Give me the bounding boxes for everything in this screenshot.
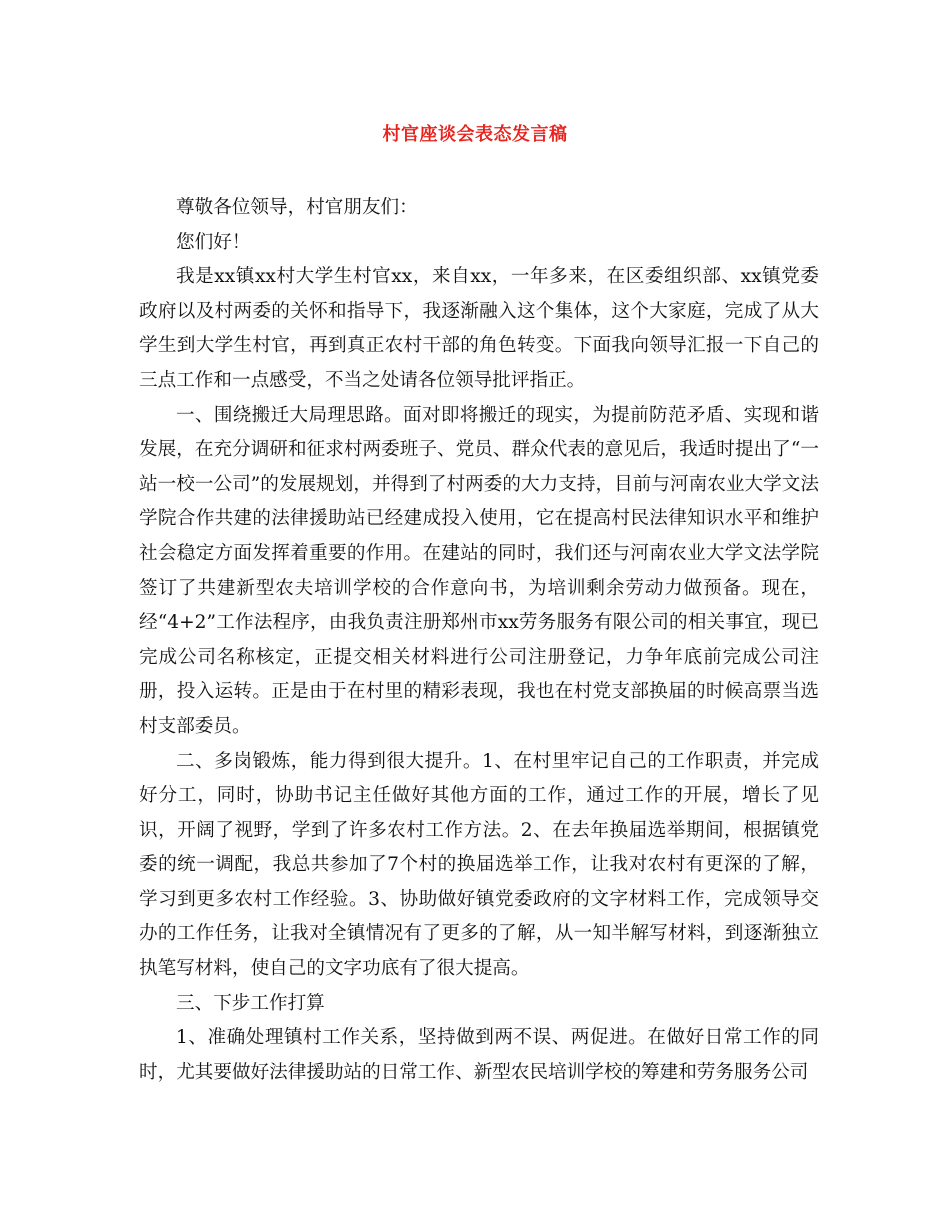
section-one-paragraph: 一、围绕搬迁大局理思路。面对即将搬迁的现实，为提前防范矛盾、实现和谐发展，在充分调研和征求村两委班子、党员、群众代表的意见后，我适时提出了“一站一校一公司”的发展规划，并得到了村两委的大力支持，目前与河南农业大学文法学院合作共建的法律援助站已经建成投入使用，它在提高村民法律知识水平和维护社会稳定方面发挥着重要的作用。在建站的同时，我们还与河南农业大学文法学院签订了共建新型农夫培训学校的合作意向书，为培训剩余劳动力做预备。现在，经“4+2”工作法程序，由我负责注册郑州市xx劳务服务有限公司的相关事宜，现已完成公司名称核定，正提交相关材料进行公司注册登记，力争年底前完成公司注册，投入运转。正是由于在村里的精彩表现，我也在村党支部换届的时候高票当选村支部委员。 [139,404,819,737]
document-body [139,191,819,1090]
section-three-item-one: 1、准确处理镇村工作关系，坚持做到两不误、两促进。在做好日常工作的同时，尤其要做好法律援助站的日常工作、新型农民培训学校的筹建和劳务服务公司 [139,1027,819,1083]
section-two-paragraph: 二、多岗锻炼，能力得到很大提升。1、在村里牢记自己的工作职责，并完成好分工，同时，协助书记主任做好其他方面的工作，通过工作的开展，增长了见识，开阔了视野，学到了许多农村工作方法。2、在去年换届选举期间，根据镇党委的统一调配，我总共参加了7个村的换届选举工作，让我对农村有更深的了解，学习到更多农村工作经验。3、协助做好镇党委政府的文字材料工作，完成领导交办的工作任务，让我对全镇情况有了更多的了解，从一知半解写材料，到逐渐独立执笔写材料，使自己的文字功底有了很大提高。 [139,750,819,980]
section-three-heading: 三、下步工作打算 [176,992,325,1014]
greeting-paragraph: 您们好！ [176,231,251,253]
salutation-paragraph: 尊敬各位领导，村官朋友们： [176,197,418,218]
document-title: 村官座谈会表态发言稿 [382,124,568,145]
introduction-paragraph: 我是xx镇xx村大学生村官xx，来自xx，一年多来，在区委组织部、xx镇党委政府以及村两委的关怀和指导下，我逐渐融入这个集体，这个大家庭，完成了从大学生到大学生村官，再到真正农村干部的角色转变。下面我向领导汇报一下自己的三点工作和一点感受，不当之处请各位领导批评指正。 [139,266,819,391]
